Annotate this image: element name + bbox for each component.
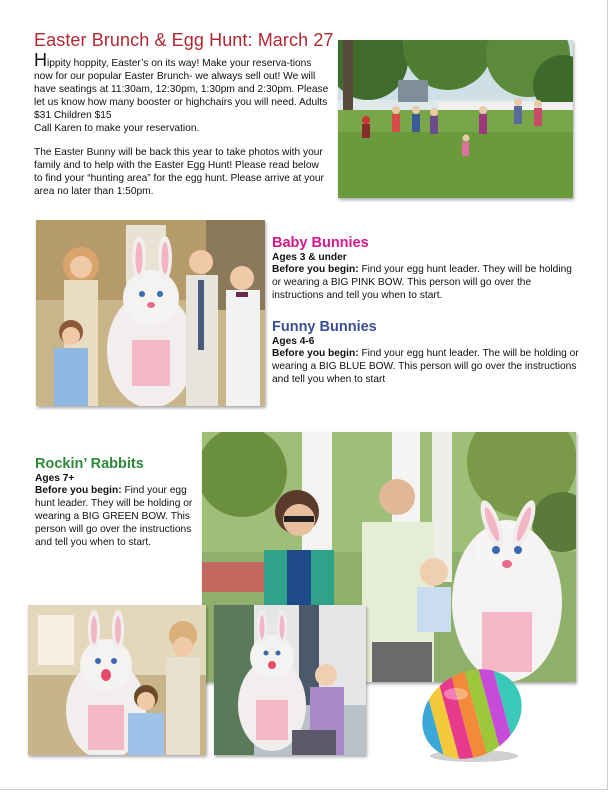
funny-bunnies-text: Find your egg hunt leader. The will be holding or wearing a BIG BLUE BOW. This person will go over the instructions and tell you when to start	[272, 348, 579, 385]
rockin-rabbits-text: Find your egg hunt leader. They will be holding or wearing a BIG GREEN BOW. This person will go over the instructions and tell you when to start.	[35, 485, 193, 548]
striped-easter-egg	[416, 668, 528, 764]
baby-bunnies-title: Baby Bunnies	[272, 235, 369, 251]
funny-bunnies-label: Before you begin:	[272, 348, 359, 359]
baby-bunnies-ages: Ages 3 & under	[272, 252, 347, 263]
rockin-rabbits-title: Rockin’ Rabbits	[35, 456, 144, 472]
page-title: Easter Brunch & Egg Hunt: March 27	[34, 30, 334, 50]
funny-bunnies-ages: Ages 4-6	[272, 336, 315, 347]
egg-graphic	[416, 668, 528, 764]
boy-photo-graphic	[214, 605, 366, 755]
girl-with-easter-bunny-photo	[28, 605, 206, 755]
rockin-rabbits-ages: Ages 7+	[35, 473, 75, 484]
baby-bunnies-text: Find your egg hunt leader. They will be holding or wearing a BIG PINK BOW. This person will go over the instructions and tell you when to start.	[272, 264, 572, 301]
section-baby-bunnies	[272, 235, 582, 303]
intro-call-line: Call Karen to make your reservation.	[34, 122, 200, 134]
intro-paragraph-2: The Easter Bunny will be back this year to take photos with your family and to help with the Easter Egg Hunt! Please read below to find your “hunting area” for the egg hunt. Please arrive at your area no later than 1:50pm.	[34, 147, 324, 198]
rockin-rabbits-label: Before you begin:	[35, 485, 122, 496]
baby-bunnies-instructions	[272, 264, 582, 303]
family-photo-graphic	[36, 220, 265, 406]
easter-egg-hunt-lawn-photo	[338, 40, 573, 198]
section-rockin-rabbits	[35, 456, 195, 550]
funny-bunnies-title: Funny Bunnies	[272, 319, 377, 335]
rockin-rabbits-instructions	[35, 485, 195, 550]
baby-bunnies-label: Before you begin:	[272, 264, 359, 275]
girl-photo-graphic	[28, 605, 206, 755]
lawn-photo-graphic	[338, 40, 573, 198]
family-with-easter-bunny-photo	[36, 220, 265, 406]
boy-with-easter-bunny-photo	[214, 605, 366, 755]
funny-bunnies-instructions	[272, 348, 582, 387]
section-funny-bunnies	[272, 319, 582, 387]
intro-paragraph-1	[34, 50, 330, 135]
intro-text	[34, 50, 330, 199]
dropcap: H	[34, 50, 47, 70]
intro-paragraph-1-text: ippity hoppity, Easter’s on its way! Make your reserva-tions now for our popular Easter Brunch- we always sell out! We will have seatings at 11:30am, 12:30pm, 1:30pm and 2:30pm. Please let us know how many booster or highchairs you will need. Adults $31 Children $15	[34, 58, 329, 121]
